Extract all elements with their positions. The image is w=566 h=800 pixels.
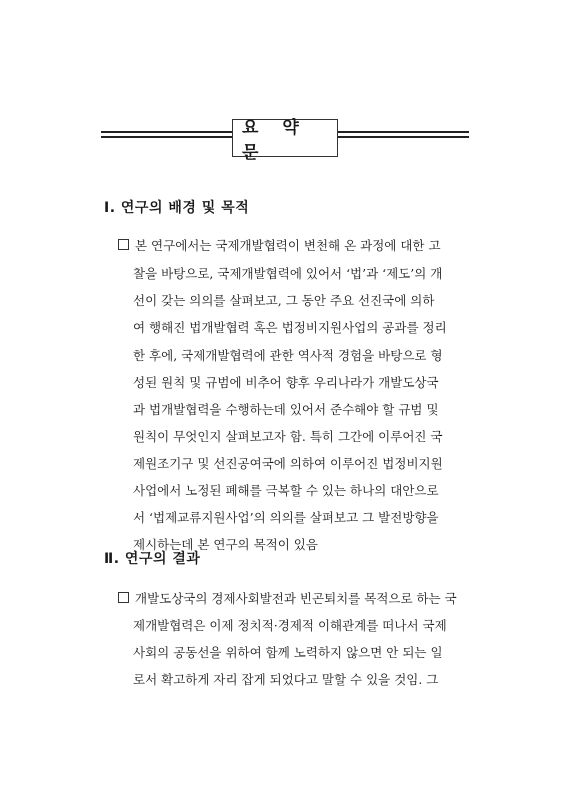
paragraph-line: 성된 원칙 및 규범에 비추어 향후 우리나라가 개발도상국 [133, 375, 439, 390]
paragraph-line: 사회의 공동선을 위하여 함께 노력하지 않으면 안 되는 일 [133, 645, 443, 660]
paragraph-line: 과 법개발협력을 수행하는데 있어서 준수해야 할 규범 및 [133, 402, 439, 417]
checkbox-bullet-icon [118, 592, 129, 603]
paragraph-line: 로서 확고하게 자리 잡게 되었다고 말할 수 있을 것임. 그 [133, 672, 439, 687]
title-rule-right [338, 131, 469, 139]
paragraph-line: 찰을 바탕으로, 국제개발협력에 있어서 ‘법’과 ‘제도’의 개 [133, 266, 443, 281]
paragraph-line: 한 후에, 국제개발협력에 관한 역사적 경험을 바탕으로 형 [133, 348, 443, 363]
section-heading-background-purpose: Ⅰ. 연구의 배경 및 목적 [104, 200, 250, 216]
paragraph-line: 원칙이 무엇인지 살펴보고자 함. 특히 그간에 이루어진 국 [133, 429, 443, 444]
paragraph-line: 제시하는데 본 연구의 목적이 있음 [133, 537, 318, 552]
paragraph-line: 여 행해진 법개발협력 혹은 법정비지원사업의 공과를 정리 [133, 320, 447, 335]
checkbox-bullet-icon [118, 239, 129, 250]
paragraph-line: 서 ‘법제교류지원사업’의 의의를 살펴보고 그 발전방향을 [133, 510, 439, 525]
document-title-text: 요 약 문 [242, 118, 308, 163]
title-rule-right-bottom-line [338, 136, 469, 138]
section-heading-results: Ⅱ. 연구의 결과 [104, 551, 201, 567]
paragraph-line: 본 연구에서는 국제개발협력이 변천해 온 과정에 대한 고 [118, 238, 441, 254]
title-rule-left-bottom-line [101, 136, 232, 138]
paragraph-line: 사업에서 노정된 폐해를 극복할 수 있는 하나의 대안으로 [133, 483, 439, 498]
paragraph-line: 제원조기구 및 선진공여국에 의하여 이루어진 법정비지원 [133, 456, 443, 471]
title-rule-right-top-line [338, 131, 469, 133]
paragraph-line: 선이 갖는 의의를 살펴보고, 그 동안 주요 선진국에 의하 [133, 293, 435, 308]
paragraph-line: 개발도상국의 경제사회발전과 빈곤퇴치를 목적으로 하는 국 [118, 591, 457, 607]
document-title [232, 118, 338, 163]
title-rule-left-top-line [101, 131, 232, 133]
paragraph-line: 제개발협력은 이제 정치적·경제적 이해관계를 떠나서 국제 [133, 618, 447, 633]
title-rule-left [101, 131, 232, 139]
